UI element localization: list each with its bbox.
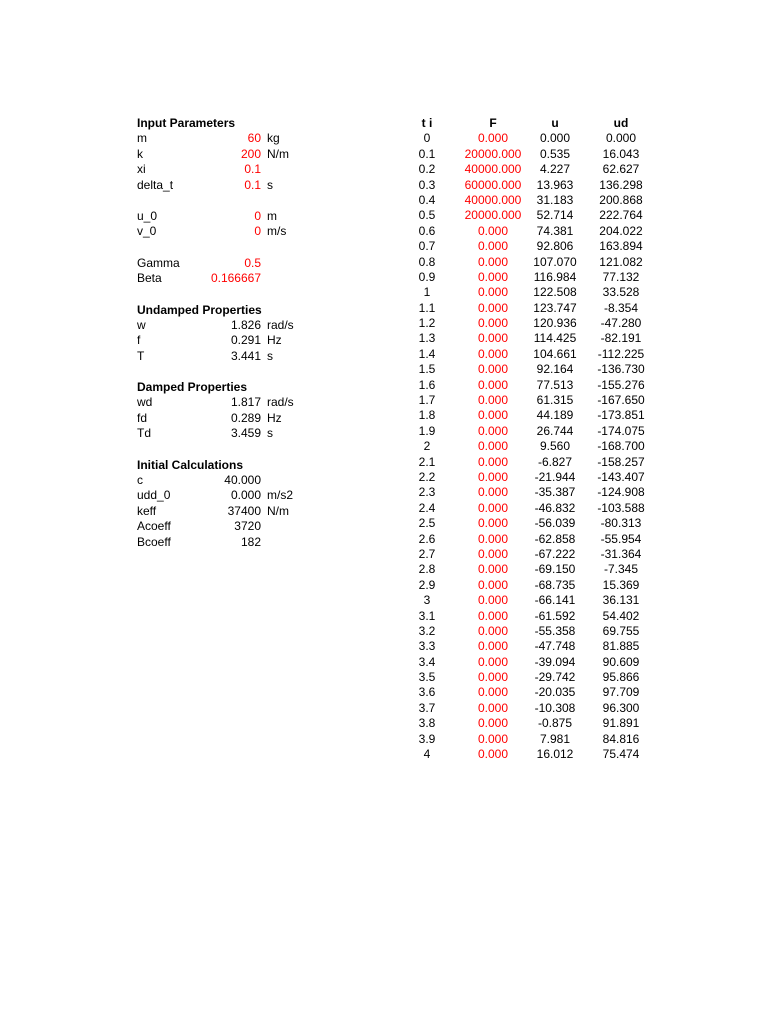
table-row: [395, 562, 665, 577]
table-row: [395, 224, 665, 239]
force-cell: 0.000: [477, 516, 509, 531]
time-cell: 0.3: [418, 177, 436, 192]
parameter-value: 0.1: [244, 162, 261, 177]
velocity-cell: 36.131: [602, 593, 640, 608]
table-row: [395, 624, 665, 639]
force-cell: 0.000: [477, 469, 509, 484]
parameter-label: k: [137, 146, 143, 161]
time-cell: 0.2: [418, 162, 436, 177]
column-header: u: [551, 116, 559, 130]
velocity-cell: -112.225: [597, 346, 645, 361]
section-title: Undamped Properties: [137, 302, 262, 317]
force-cell: 0.000: [477, 577, 509, 592]
force-cell: 0.000: [477, 131, 509, 146]
force-cell: 0.000: [477, 439, 509, 454]
force-cell: 0.000: [477, 269, 509, 284]
parameter-row: [137, 473, 337, 488]
parameter-row: [137, 256, 337, 271]
velocity-cell: -167.650: [597, 393, 645, 408]
time-cell: 2.8: [418, 562, 436, 577]
parameter-value: 0: [254, 224, 261, 239]
parameter-label: fd: [137, 410, 148, 425]
table-row: [395, 316, 665, 331]
parameter-value: 1.826: [230, 317, 261, 332]
table-row: [395, 285, 665, 300]
time-cell: 1.6: [418, 377, 436, 392]
displacement-cell: 13.963: [536, 177, 574, 192]
time-cell: 1.5: [418, 362, 436, 377]
force-cell: 0.000: [477, 239, 509, 254]
displacement-cell: -10.308: [534, 700, 576, 715]
column-header: F: [489, 116, 497, 130]
time-cell: 4: [423, 747, 431, 762]
velocity-cell: -136.730: [597, 362, 645, 377]
parameter-value: 0.1: [244, 177, 261, 192]
force-cell: 0.000: [477, 562, 509, 577]
displacement-cell: -29.742: [534, 670, 576, 685]
parameter-label: u_0: [137, 208, 158, 223]
velocity-cell: -8.354: [603, 300, 639, 315]
velocity-cell: -55.954: [600, 531, 642, 546]
column-header: t i: [421, 116, 433, 130]
force-cell: 0.000: [477, 346, 509, 361]
velocity-cell: 222.764: [599, 208, 643, 223]
force-cell: 0.000: [477, 685, 509, 700]
displacement-cell: -47.748: [534, 639, 576, 654]
velocity-cell: -174.075: [597, 423, 645, 438]
row-spacer: [137, 193, 337, 209]
velocity-cell: 90.609: [602, 654, 640, 669]
table-row: [395, 485, 665, 500]
time-cell: 2.7: [418, 546, 436, 561]
velocity-cell: -31.364: [600, 546, 642, 561]
force-cell: 0.000: [477, 546, 509, 561]
table-row: [395, 516, 665, 531]
time-cell: 1.7: [418, 393, 436, 408]
table-row: [395, 408, 665, 423]
section-title: Input Parameters: [137, 116, 236, 130]
parameter-unit: rad/s: [267, 395, 294, 410]
time-cell: 3.5: [418, 670, 436, 685]
displacement-cell: 120.936: [533, 316, 577, 331]
time-cell: 3.3: [418, 639, 436, 654]
time-cell: 3.8: [418, 716, 436, 731]
force-cell: 40000.000: [464, 192, 522, 207]
table-row: [395, 347, 665, 362]
parameter-value: 0.291: [230, 333, 261, 348]
parameter-unit: rad/s: [267, 317, 294, 332]
parameter-row: [137, 224, 337, 239]
time-cell: 2.2: [418, 469, 436, 484]
force-cell: 20000.000: [464, 208, 522, 223]
parameter-value: 3.459: [230, 426, 261, 441]
velocity-cell: 62.627: [602, 162, 640, 177]
table-row: [395, 301, 665, 316]
time-cell: 1.9: [418, 423, 436, 438]
time-cell: 3.7: [418, 700, 436, 715]
velocity-cell: 54.402: [602, 608, 640, 623]
velocity-cell: 136.298: [599, 177, 643, 192]
parameter-unit: Hz: [267, 410, 282, 425]
table-row: [395, 331, 665, 346]
parameter-unit: kg: [267, 131, 280, 146]
displacement-cell: 123.747: [533, 300, 577, 315]
time-cell: 2.9: [418, 577, 436, 592]
time-cell: 2.6: [418, 531, 436, 546]
column-header: ud: [613, 116, 629, 130]
parameter-row: [137, 131, 337, 146]
time-cell: 0.9: [418, 269, 436, 284]
velocity-cell: 91.891: [602, 716, 640, 731]
force-cell: 0.000: [477, 623, 509, 638]
time-cell: 0.4: [418, 192, 436, 207]
parameter-label: Gamma: [137, 255, 180, 270]
table-row: [395, 270, 665, 285]
velocity-cell: 81.885: [602, 639, 640, 654]
displacement-cell: -20.035: [534, 685, 576, 700]
section-title: Initial Calculations: [137, 457, 244, 472]
table-row: [395, 732, 665, 747]
time-cell: 0.8: [418, 254, 436, 269]
displacement-cell: -69.150: [534, 562, 576, 577]
parameter-label: xi: [137, 162, 146, 177]
table-header: [395, 116, 665, 131]
velocity-cell: -168.700: [597, 439, 645, 454]
time-cell: 3.2: [418, 623, 436, 638]
time-cell: 3.9: [418, 731, 436, 746]
parameter-row: [137, 395, 337, 410]
time-cell: 1.8: [418, 408, 436, 423]
displacement-cell: -62.858: [534, 531, 576, 546]
force-cell: 0.000: [477, 593, 509, 608]
table-row: [395, 716, 665, 731]
displacement-cell: -56.039: [534, 516, 576, 531]
time-cell: 0: [423, 131, 431, 146]
parameter-label: Bcoeff: [137, 534, 171, 549]
table-row: [395, 470, 665, 485]
section-spacer: [137, 364, 337, 380]
velocity-cell: -82.191: [600, 331, 642, 346]
force-cell: 0.000: [477, 747, 509, 762]
force-cell: 0.000: [477, 454, 509, 469]
table-row: [395, 162, 665, 177]
table-row: [395, 239, 665, 254]
parameter-value: 0.289: [230, 410, 261, 425]
velocity-cell: 0.000: [605, 131, 637, 146]
force-cell: 0.000: [477, 716, 509, 731]
displacement-cell: 44.189: [536, 408, 574, 423]
time-cell: 3: [423, 593, 431, 608]
time-cell: 1: [423, 285, 431, 300]
table-row: [395, 747, 665, 762]
force-cell: 60000.000: [464, 177, 522, 192]
parameter-label: m: [137, 131, 147, 146]
time-cell: 1.4: [418, 346, 436, 361]
row-spacer: [137, 240, 337, 256]
parameter-value: 0: [254, 208, 261, 223]
parameter-row: [137, 318, 337, 333]
displacement-cell: -66.141: [534, 593, 576, 608]
time-cell: 1.2: [418, 316, 436, 331]
time-cell: 3.6: [418, 685, 436, 700]
parameter-label: udd_0: [137, 488, 171, 503]
parameter-unit: s: [267, 426, 273, 441]
parameter-unit: s: [267, 177, 273, 192]
velocity-cell: 163.894: [599, 239, 643, 254]
results-table: [395, 116, 665, 762]
force-cell: 0.000: [477, 223, 509, 238]
time-cell: 2.4: [418, 500, 436, 515]
velocity-cell: 69.755: [602, 623, 640, 638]
velocity-cell: 75.474: [602, 747, 640, 762]
time-cell: 3.4: [418, 654, 436, 669]
section-spacer: [137, 287, 337, 303]
force-cell: 0.000: [477, 654, 509, 669]
displacement-cell: 0.535: [539, 146, 571, 161]
displacement-cell: -6.827: [537, 454, 573, 469]
parameter-label: c: [137, 473, 143, 488]
parameter-label: Beta: [137, 271, 162, 286]
displacement-cell: -21.944: [534, 469, 576, 484]
parameter-label: Td: [137, 426, 152, 441]
table-row: [395, 193, 665, 208]
parameter-row: [137, 488, 337, 503]
force-cell: 0.000: [477, 408, 509, 423]
parameter-row: [137, 162, 337, 177]
parameter-label: T: [137, 348, 145, 363]
velocity-cell: -47.280: [600, 316, 642, 331]
parameter-value: 3.441: [230, 348, 261, 363]
displacement-cell: -61.592: [534, 608, 576, 623]
parameter-label: delta_t: [137, 177, 174, 192]
parameter-value: 182: [240, 534, 261, 549]
velocity-cell: -7.345: [603, 562, 639, 577]
table-row: [395, 362, 665, 377]
table-row: [395, 501, 665, 516]
displacement-cell: -68.735: [534, 577, 576, 592]
table-row: [395, 378, 665, 393]
displacement-cell: -67.222: [534, 546, 576, 561]
displacement-cell: -46.832: [534, 500, 576, 515]
parameter-row: [137, 333, 337, 348]
parameter-unit: Hz: [267, 333, 282, 348]
parameters-panel: [137, 116, 337, 550]
time-cell: 0.5: [418, 208, 436, 223]
displacement-cell: 104.661: [533, 346, 577, 361]
parameter-unit: s: [267, 348, 273, 363]
parameter-value: 0.166667: [210, 271, 261, 286]
parameter-value: 1.817: [230, 395, 261, 410]
table-row: [395, 255, 665, 270]
time-cell: 0.6: [418, 223, 436, 238]
displacement-cell: 107.070: [533, 254, 577, 269]
parameter-row: [137, 147, 337, 162]
force-cell: 40000.000: [464, 162, 522, 177]
parameter-unit: N/m: [267, 146, 289, 161]
time-cell: 1.1: [418, 300, 436, 315]
displacement-cell: 52.714: [536, 208, 574, 223]
force-cell: 0.000: [477, 377, 509, 392]
displacement-cell: 114.425: [533, 331, 577, 346]
parameter-row: [137, 411, 337, 426]
parameter-value: 60: [247, 131, 261, 146]
force-cell: 0.000: [477, 731, 509, 746]
force-cell: 0.000: [477, 300, 509, 315]
displacement-cell: 9.560: [539, 439, 571, 454]
force-cell: 0.000: [477, 500, 509, 515]
force-cell: 0.000: [477, 285, 509, 300]
parameter-label: v_0: [137, 224, 157, 239]
displacement-cell: 7.981: [539, 731, 571, 746]
force-cell: 0.000: [477, 331, 509, 346]
force-cell: 0.000: [477, 485, 509, 500]
table-row: [395, 609, 665, 624]
displacement-cell: 16.012: [536, 747, 574, 762]
section-title: Damped Properties: [137, 380, 248, 395]
force-cell: 0.000: [477, 393, 509, 408]
velocity-cell: -158.257: [597, 454, 645, 469]
force-cell: 0.000: [477, 608, 509, 623]
displacement-cell: -0.875: [537, 716, 573, 731]
time-cell: 2.3: [418, 485, 436, 500]
velocity-cell: 16.043: [602, 146, 640, 161]
parameter-label: f: [137, 333, 141, 348]
velocity-cell: -143.407: [597, 469, 645, 484]
force-cell: 20000.000: [464, 146, 522, 161]
force-cell: 0.000: [477, 639, 509, 654]
table-row: [395, 532, 665, 547]
velocity-cell: 15.369: [602, 577, 640, 592]
velocity-cell: 121.082: [599, 254, 643, 269]
displacement-cell: -35.387: [534, 485, 576, 500]
parameter-row: [137, 209, 337, 224]
table-row: [395, 439, 665, 454]
parameter-row: [137, 271, 337, 286]
displacement-cell: 26.744: [536, 423, 574, 438]
velocity-cell: -124.908: [597, 485, 645, 500]
parameter-value: 200: [240, 146, 261, 161]
velocity-cell: -103.588: [597, 500, 645, 515]
displacement-cell: -39.094: [534, 654, 576, 669]
parameter-label: Acoeff: [137, 519, 171, 534]
table-row: [395, 685, 665, 700]
table-row: [395, 655, 665, 670]
time-cell: 3.1: [418, 608, 436, 623]
table-row: [395, 178, 665, 193]
displacement-cell: -55.358: [534, 623, 576, 638]
velocity-cell: 96.300: [602, 700, 640, 715]
table-row: [395, 455, 665, 470]
displacement-cell: 31.183: [536, 192, 574, 207]
parameter-row: [137, 535, 337, 550]
time-cell: 2: [423, 439, 431, 454]
force-cell: 0.000: [477, 254, 509, 269]
table-row: [395, 578, 665, 593]
velocity-cell: 77.132: [602, 269, 640, 284]
velocity-cell: 204.022: [599, 223, 643, 238]
parameter-row: [137, 519, 337, 534]
table-row: [395, 424, 665, 439]
force-cell: 0.000: [477, 531, 509, 546]
displacement-cell: 0.000: [539, 131, 571, 146]
table-row: [395, 701, 665, 716]
parameter-value: 40.000: [224, 473, 261, 488]
parameter-unit: m/s2: [267, 488, 294, 503]
force-cell: 0.000: [477, 316, 509, 331]
displacement-cell: 92.164: [536, 362, 574, 377]
velocity-cell: 84.816: [602, 731, 640, 746]
table-row: [395, 147, 665, 162]
velocity-cell: 97.709: [602, 685, 640, 700]
displacement-cell: 122.508: [533, 285, 577, 300]
displacement-cell: 116.984: [533, 269, 577, 284]
time-cell: 2.1: [418, 454, 436, 469]
parameter-label: wd: [137, 395, 153, 410]
section-spacer: [137, 442, 337, 458]
parameter-row: [137, 349, 337, 364]
force-cell: 0.000: [477, 700, 509, 715]
parameter-unit: m: [267, 208, 277, 223]
table-row: [395, 208, 665, 223]
parameter-row: [137, 426, 337, 441]
force-cell: 0.000: [477, 423, 509, 438]
velocity-cell: 95.866: [602, 670, 640, 685]
velocity-cell: -80.313: [600, 516, 642, 531]
displacement-cell: 92.806: [536, 239, 574, 254]
parameter-value: 0.5: [244, 255, 261, 270]
table-row: [395, 547, 665, 562]
displacement-cell: 77.513: [536, 377, 574, 392]
table-row: [395, 131, 665, 146]
velocity-cell: 33.528: [602, 285, 640, 300]
parameter-row: [137, 504, 337, 519]
parameter-label: w: [137, 317, 146, 332]
velocity-cell: -173.851: [597, 408, 645, 423]
parameter-value: 0.000: [230, 488, 261, 503]
time-cell: 0.7: [418, 239, 436, 254]
displacement-cell: 74.381: [536, 223, 574, 238]
displacement-cell: 4.227: [539, 162, 571, 177]
force-cell: 0.000: [477, 670, 509, 685]
table-row: [395, 593, 665, 608]
velocity-cell: -155.276: [597, 377, 645, 392]
time-cell: 1.3: [418, 331, 436, 346]
table-row: [395, 393, 665, 408]
parameter-unit: N/m: [267, 503, 289, 518]
velocity-cell: 200.868: [599, 192, 643, 207]
parameter-value: 37400: [227, 503, 261, 518]
parameter-value: 3720: [234, 519, 261, 534]
time-cell: 2.5: [418, 516, 436, 531]
parameter-row: [137, 178, 337, 193]
force-cell: 0.000: [477, 362, 509, 377]
parameter-unit: m/s: [267, 224, 287, 239]
time-cell: 0.1: [418, 146, 436, 161]
parameter-label: keff: [137, 503, 157, 518]
table-row: [395, 639, 665, 654]
table-row: [395, 670, 665, 685]
displacement-cell: 61.315: [536, 393, 574, 408]
